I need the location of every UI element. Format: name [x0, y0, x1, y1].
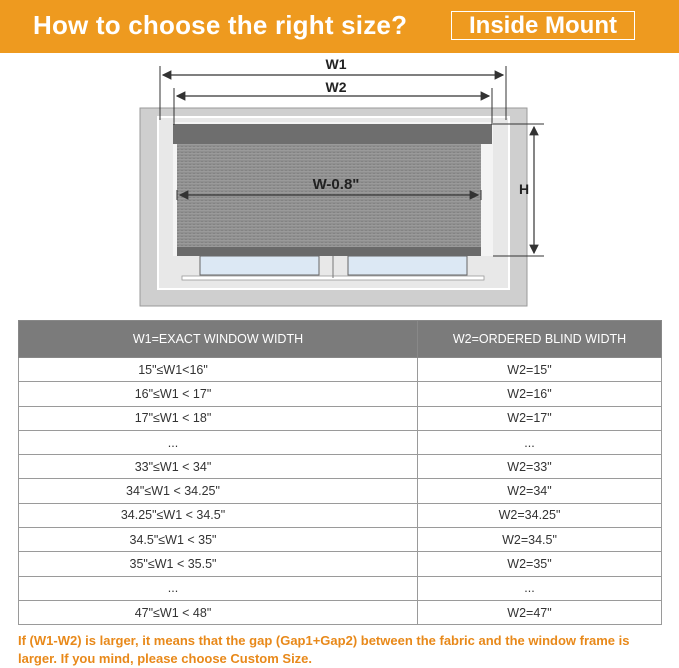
- mount-type-badge: Inside Mount: [451, 11, 635, 40]
- column-header-window-width: W1=EXACT WINDOW WIDTH: [19, 321, 418, 358]
- table-row: [19, 406, 662, 430]
- window-width-cell: 16"≤W1 < 17": [19, 382, 418, 406]
- blind-fabric: [177, 144, 481, 250]
- table-row: [19, 528, 662, 552]
- blind-width-cell: W2=34": [418, 479, 662, 503]
- table-row: [19, 430, 662, 454]
- table-row: [19, 600, 662, 624]
- window-blind-diagram: [0, 53, 679, 318]
- size-conversion-table: [18, 320, 662, 625]
- blind-width-cell: W2=17": [418, 406, 662, 430]
- blind-width-cell: W2=15": [418, 358, 662, 382]
- window-glass-left: [200, 256, 319, 275]
- height-label: H: [518, 181, 530, 197]
- blind-width-cell: W2=34.5": [418, 528, 662, 552]
- w2-label: W2: [325, 79, 347, 95]
- window-width-cell: ...: [19, 576, 418, 600]
- window-width-cell: 34.25"≤W1 < 34.5": [19, 503, 418, 527]
- table-row: [19, 382, 662, 406]
- sizing-footnote: If (W1-W2) is larger, it means that the gap (Gap1+Gap2) between the fabric and the window frame is larger. If you mind, please choose Custom Size.: [18, 633, 630, 666]
- blind-width-cell: W2=34.25": [418, 503, 662, 527]
- table-row: [19, 576, 662, 600]
- table-row: [19, 503, 662, 527]
- page-title: How to choose the right size?: [33, 10, 408, 40]
- blind-width-cell: W2=47": [418, 600, 662, 624]
- window-width-cell: 34"≤W1 < 34.25": [19, 479, 418, 503]
- window-width-cell: 35"≤W1 < 35.5": [19, 552, 418, 576]
- table-row: [19, 479, 662, 503]
- header-banner: [0, 0, 679, 53]
- table-row: [19, 455, 662, 479]
- blind-width-cell: ...: [418, 576, 662, 600]
- w1-label: W1: [325, 56, 347, 72]
- window-glass-right: [348, 256, 467, 275]
- blind-headrail: [173, 124, 492, 144]
- window-width-cell: 34.5"≤W1 < 35": [19, 528, 418, 552]
- blind-width-cell: W2=35": [418, 552, 662, 576]
- window-width-cell: 47"≤W1 < 48": [19, 600, 418, 624]
- table-row: [19, 552, 662, 576]
- window-width-cell: 15"≤W1<16": [19, 358, 418, 382]
- window-width-cell: ...: [19, 430, 418, 454]
- blind-width-cell: ...: [418, 430, 662, 454]
- window-width-cell: 33"≤W1 < 34": [19, 455, 418, 479]
- table-header-row: [19, 321, 662, 358]
- window-width-cell: 17"≤W1 < 18": [19, 406, 418, 430]
- table-row: [19, 358, 662, 382]
- blind-width-cell: W2=16": [418, 382, 662, 406]
- blind-bottom-rail: [177, 247, 481, 256]
- column-header-blind-width: W2=ORDERED BLIND WIDTH: [418, 321, 662, 358]
- fabric-width-label: W-0.8": [312, 176, 360, 193]
- blind-width-cell: W2=33": [418, 455, 662, 479]
